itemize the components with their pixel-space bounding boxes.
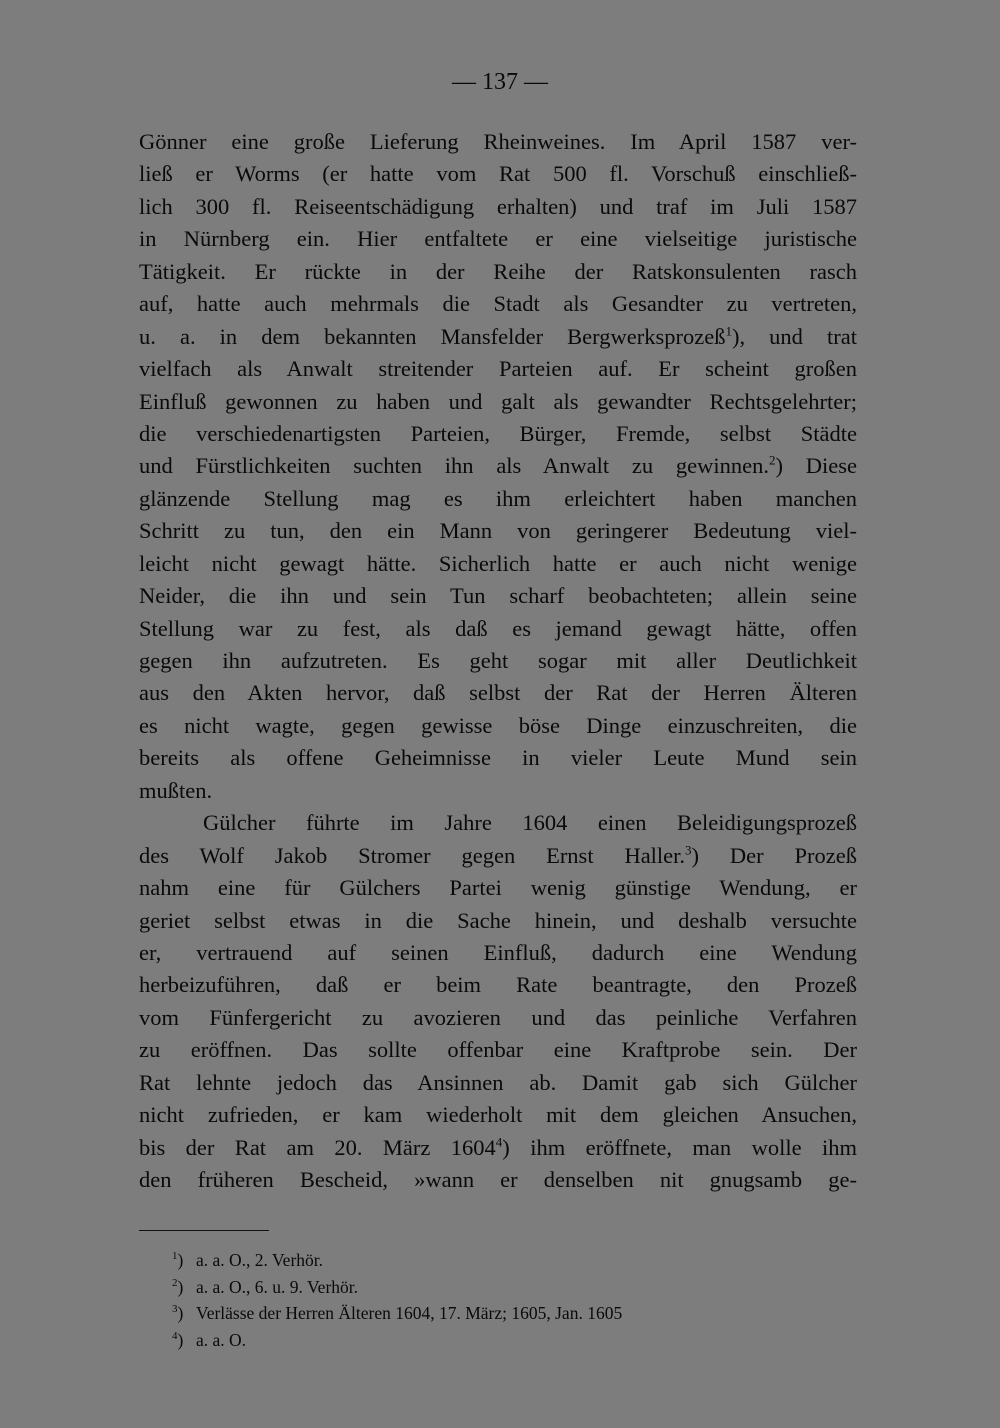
text-line: Gülcher führte im Jahre 1604 einen Beleidigungsprozeß: [203, 810, 857, 836]
text-line: vom Fünfergericht zu avozieren und das peinliche Verfahren: [139, 1004, 857, 1030]
text-line: Tätigkeit. Er rückte in der Reihe der Ratskonsulenten rasch: [139, 258, 857, 284]
footnote-ref: 1: [725, 323, 732, 339]
footnote-ref: 3: [685, 842, 692, 858]
text-line: in Nürnberg ein. Hier entfaltete er eine vielseitige juristische: [139, 226, 857, 252]
footnote-mark: $^3$): [172, 1303, 184, 1323]
text-line: auf, hatte auch mehrmals die Stadt als Gesandter zu vertreten,: [139, 291, 857, 317]
text-line: aus den Akten hervor, daß selbst der Rat der Herren Älteren: [139, 680, 857, 706]
footnotes: [172, 1247, 836, 1353]
footnote: [172, 1274, 836, 1301]
text-line: lich 300 fl. Reiseentschädigung erhalten) und traf im Juli 1587: [139, 193, 857, 219]
text-line: bereits als offene Geheimnisse in vieler Leute Mund sein: [139, 745, 857, 771]
text-segment: bis der Rat am 20. März 1604: [139, 1134, 496, 1160]
text-line: [139, 840, 857, 872]
text-line: nicht zufrieden, er kam wiederholt mit dem gleichen Ansuchen,: [139, 1102, 857, 1128]
text-line: [139, 450, 857, 482]
text-segment: und Fürstlichkeiten suchten ihn als Anwalt zu gewinnen.: [139, 453, 769, 479]
footnote-divider: [139, 1230, 269, 1231]
text-line: Neider, die ihn und sein Tun scharf beobachteten; allein seine: [139, 583, 857, 609]
text-line: Gönner eine große Lieferung Rheinweines. Im April 1587 ver-: [139, 129, 857, 154]
footnote-mark: $^2$): [172, 1276, 184, 1297]
text-line: den früheren Bescheid, »wann er denselben nit gnugsamb ge-: [139, 1167, 857, 1192]
text-line: leicht nicht gewagt hätte. Sicherlich hatte er auch nicht wenige: [139, 550, 857, 576]
text-line: er, vertrauend auf seinen Einfluß, dadurch eine Wendung: [139, 939, 857, 965]
text-line: Schritt zu tun, den ein Mann von geringerer Bedeutung viel-: [139, 518, 857, 544]
footnote-mark: $^4$): [172, 1329, 184, 1350]
text-line: glänzende Stellung mag es ihm erleichtert haben manchen: [139, 485, 857, 511]
footnote-ref: 2: [768, 452, 776, 468]
text-line: Einfluß gewonnen zu haben und galt als gewandter Rechtsgelehrter;: [139, 388, 857, 414]
text-line: nahm eine für Gülchers Partei wenig günstige Wendung, er: [139, 875, 857, 901]
footnote-text: a. a. O., 2. Verhör.: [196, 1250, 324, 1270]
text-segment: ) ihm eröffnete, man wolle ihm: [502, 1134, 857, 1160]
footnote: [172, 1300, 836, 1327]
text-line: vielfach als Anwalt streitender Parteien auf. Er scheint großen: [139, 356, 857, 382]
footnote-ref: 4: [495, 1134, 503, 1150]
text-line: [139, 1132, 857, 1164]
text-segment: ) Diese: [775, 453, 857, 479]
footnote: [172, 1247, 836, 1274]
footnote-text: a. a. O., 6. u. 9. Verhör.: [196, 1276, 359, 1297]
body-text: [139, 126, 857, 1196]
footnote-text: a. a. O.: [196, 1329, 247, 1350]
text-segment: ), und trat: [731, 323, 857, 349]
text-line: zu eröffnen. Das sollte offenbar eine Kraftprobe sein. Der: [139, 1037, 857, 1063]
text-segment: u. a. in dem bekannten Mansfelder Bergwerksprozeß: [139, 323, 726, 349]
text-line: die verschiedenartigsten Parteien, Bürger, Fremde, selbst Städte: [139, 420, 857, 446]
text-segment: ) Der Prozeß: [691, 842, 857, 868]
text-line: Stellung war zu fest, als daß es jemand gewagt hätte, offen: [139, 615, 857, 641]
text-line: [139, 321, 857, 353]
text-line: gegen ihn aufzutreten. Es geht sogar mit aller Deutlichkeit: [139, 648, 857, 673]
text-line: mußten.: [139, 777, 213, 803]
text-line: herbeizuführen, daß er beim Rate beantragte, den Prozeß: [139, 972, 857, 998]
text-segment: des Wolf Jakob Stromer gegen Ernst Haller.: [139, 842, 686, 868]
text-line: geriet selbst etwas in die Sache hinein, und deshalb versuchte: [139, 907, 857, 933]
footnote-mark: $^1$): [172, 1250, 184, 1270]
text-line: Rat lehnte jedoch das Ansinnen ab. Damit gab sich Gülcher: [139, 1069, 857, 1095]
page-number: — 137 —: [452, 69, 548, 95]
text-line: ließ er Worms (er hatte vom Rat 500 fl. Vorschuß einschließ-: [139, 161, 857, 187]
footnote-text: Verlässe der Herren Älteren 1604, 17. März; 1605, Jan. 1605: [196, 1303, 623, 1323]
footnote: [172, 1327, 836, 1354]
text-line: es nicht wagte, gegen gewisse böse Dinge einzuschreiten, die: [139, 712, 857, 738]
